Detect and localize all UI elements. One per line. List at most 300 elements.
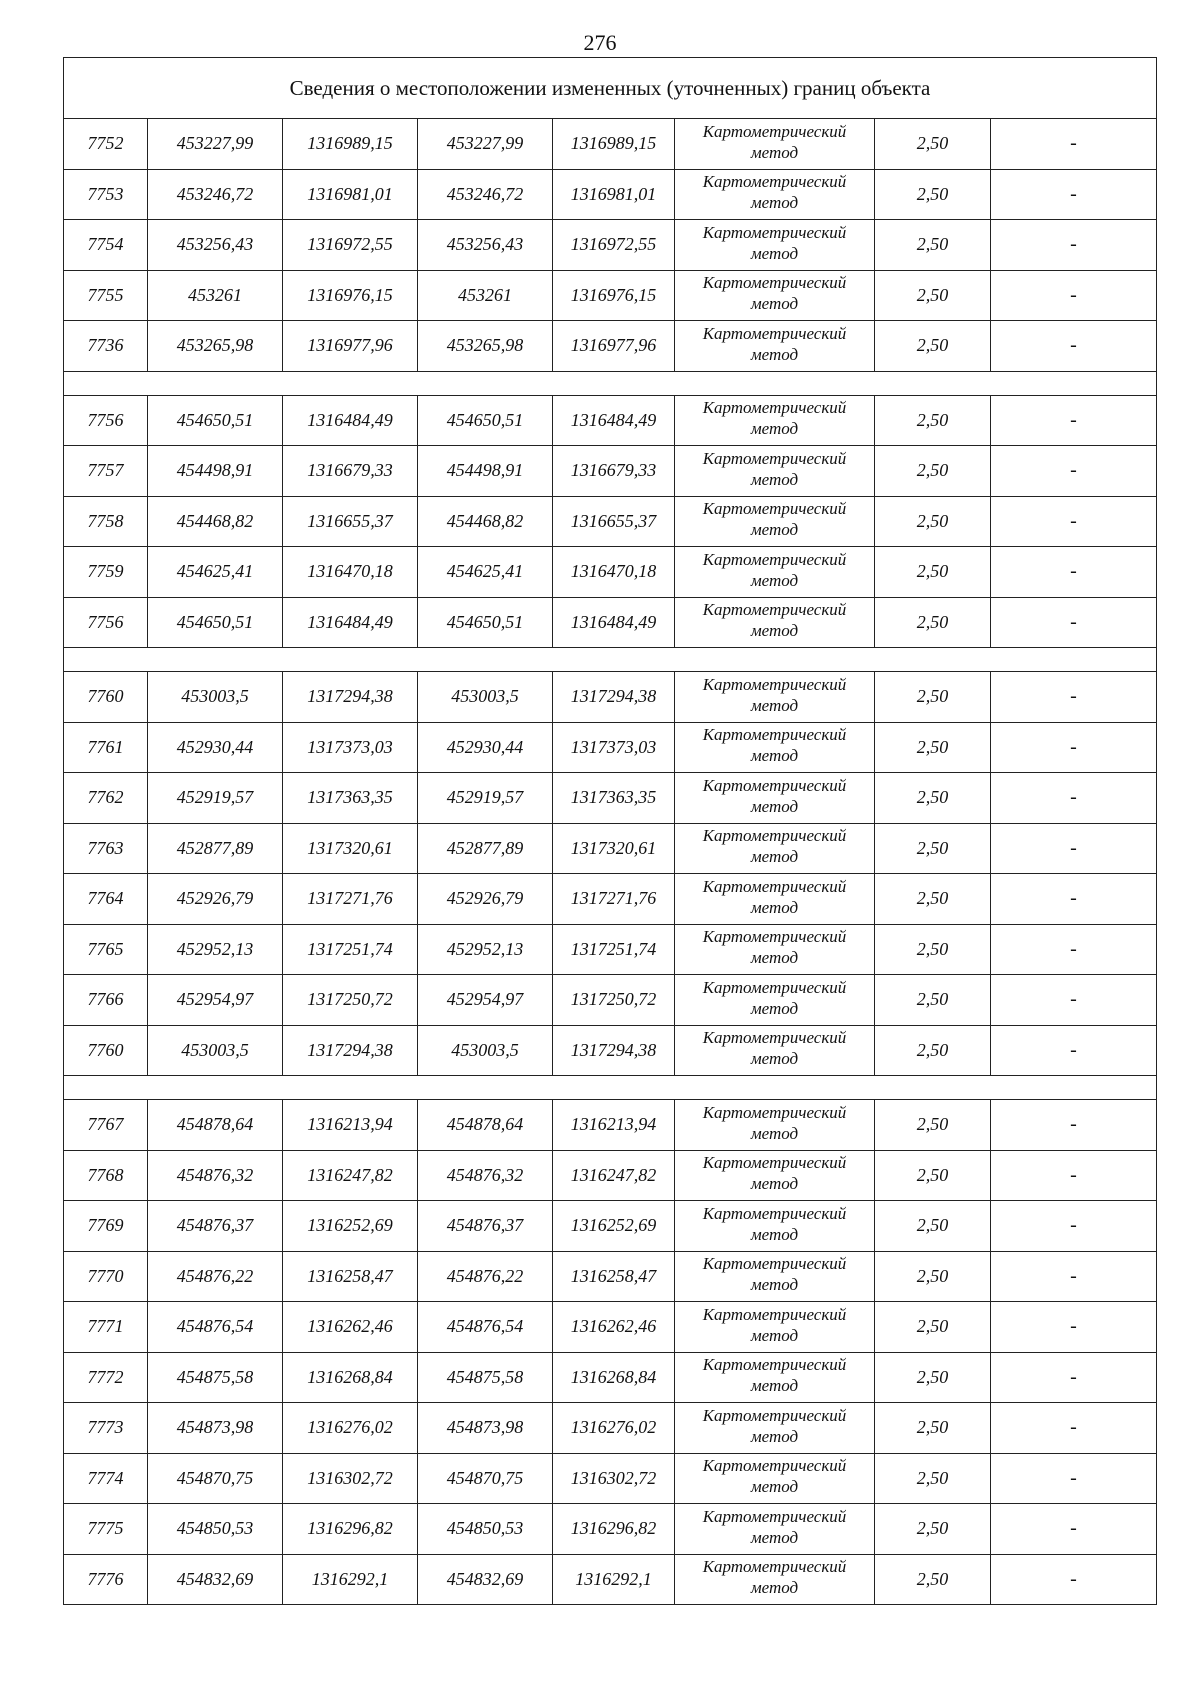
description-cell: -: [991, 547, 1157, 598]
y-new-cell: 1316484,49: [553, 395, 675, 446]
x-new-cell: 452930,44: [418, 722, 553, 773]
accuracy-cell: 2,50: [875, 722, 991, 773]
method-line-2: метод: [750, 344, 799, 364]
x-new-cell: 454876,22: [418, 1251, 553, 1302]
point-number-cell: 7771: [64, 1302, 148, 1353]
point-number-cell: 7753: [64, 169, 148, 220]
y-existing-cell: 1316989,15: [283, 119, 418, 170]
point-number-cell: 7770: [64, 1251, 148, 1302]
point-number-cell: 7774: [64, 1453, 148, 1504]
description-cell: -: [991, 496, 1157, 547]
description-cell: -: [991, 1504, 1157, 1555]
method-cell: [675, 270, 875, 321]
y-existing-cell: 1317320,61: [283, 823, 418, 874]
x-existing-cell: 454876,37: [148, 1201, 283, 1252]
table-row: [64, 446, 1157, 497]
accuracy-cell: 2,50: [875, 773, 991, 824]
y-new-cell: 1316989,15: [553, 119, 675, 170]
y-existing-cell: 1316976,15: [283, 270, 418, 321]
method-line-1: Картометрический: [702, 1153, 847, 1173]
point-number-cell: 7762: [64, 773, 148, 824]
method-line-1: Картометрический: [702, 1506, 847, 1526]
x-new-cell: 454876,37: [418, 1201, 553, 1252]
method-cell: [675, 773, 875, 824]
page-number: 276: [583, 30, 617, 55]
method-line-2: метод: [750, 520, 799, 540]
method-cell: [675, 1352, 875, 1403]
table-row: [64, 1554, 1157, 1605]
point-number-cell: 7756: [64, 395, 148, 446]
method-cell: [675, 1100, 875, 1151]
method-line-1: Картометрический: [702, 977, 847, 997]
y-new-cell: 1316252,69: [553, 1201, 675, 1252]
table-row: [64, 220, 1157, 271]
group-separator-cell: [64, 648, 1157, 672]
table-row: [64, 1025, 1157, 1076]
point-number-cell: 7757: [64, 446, 148, 497]
accuracy-cell: 2,50: [875, 1453, 991, 1504]
x-new-cell: 452952,13: [418, 924, 553, 975]
table-row: [64, 1352, 1157, 1403]
method-line-1: Картометрический: [702, 448, 847, 468]
y-existing-cell: 1317251,74: [283, 924, 418, 975]
x-new-cell: 453265,98: [418, 321, 553, 372]
x-existing-cell: 453256,43: [148, 220, 283, 271]
method-cell: [675, 446, 875, 497]
x-new-cell: 452954,97: [418, 975, 553, 1026]
method-line-1: Картометрический: [702, 398, 847, 418]
y-new-cell: 1316268,84: [553, 1352, 675, 1403]
accuracy-cell: 2,50: [875, 823, 991, 874]
y-new-cell: 1316977,96: [553, 321, 675, 372]
method-line-2: метод: [750, 570, 799, 590]
y-existing-cell: 1317294,38: [283, 672, 418, 723]
description-cell: -: [991, 321, 1157, 372]
accuracy-cell: 2,50: [875, 1554, 991, 1605]
method-line-2: метод: [750, 1049, 799, 1069]
method-line-1: Картометрический: [702, 1304, 847, 1324]
x-new-cell: 453003,5: [418, 1025, 553, 1076]
group-separator-row: [64, 1076, 1157, 1100]
group-separator-row: [64, 371, 1157, 395]
x-new-cell: 452919,57: [418, 773, 553, 824]
y-existing-cell: 1316679,33: [283, 446, 418, 497]
method-cell: [675, 547, 875, 598]
method-line-2: метод: [750, 1578, 799, 1598]
description-cell: -: [991, 1554, 1157, 1605]
y-existing-cell: 1316470,18: [283, 547, 418, 598]
y-existing-cell: 1316292,1: [283, 1554, 418, 1605]
x-new-cell: 452926,79: [418, 874, 553, 925]
method-line-2: метод: [750, 1527, 799, 1547]
x-existing-cell: 454873,98: [148, 1403, 283, 1454]
method-line-1: Картометрический: [702, 826, 847, 846]
point-number-cell: 7760: [64, 672, 148, 723]
method-line-1: Картометрический: [702, 499, 847, 519]
method-cell: [675, 597, 875, 648]
accuracy-cell: 2,50: [875, 1251, 991, 1302]
x-existing-cell: 453261: [148, 270, 283, 321]
accuracy-cell: 2,50: [875, 220, 991, 271]
method-line-2: метод: [750, 746, 799, 766]
table-row: [64, 119, 1157, 170]
x-existing-cell: 452954,97: [148, 975, 283, 1026]
point-number-cell: 7772: [64, 1352, 148, 1403]
method-line-1: Картометрический: [702, 172, 847, 192]
x-existing-cell: 454876,22: [148, 1251, 283, 1302]
table-row: [64, 823, 1157, 874]
y-new-cell: 1316262,46: [553, 1302, 675, 1353]
accuracy-cell: 2,50: [875, 1025, 991, 1076]
method-line-2: метод: [750, 1123, 799, 1143]
y-existing-cell: 1317373,03: [283, 722, 418, 773]
method-line-2: метод: [750, 294, 799, 314]
y-existing-cell: 1316262,46: [283, 1302, 418, 1353]
x-new-cell: 453256,43: [418, 220, 553, 271]
method-cell: [675, 496, 875, 547]
x-existing-cell: 452877,89: [148, 823, 283, 874]
table-row: [64, 975, 1157, 1026]
y-new-cell: 1316470,18: [553, 547, 675, 598]
method-line-1: Картометрический: [702, 1102, 847, 1122]
method-cell: [675, 1251, 875, 1302]
y-new-cell: 1316655,37: [553, 496, 675, 547]
method-line-1: Картометрический: [702, 600, 847, 620]
description-cell: -: [991, 773, 1157, 824]
accuracy-cell: 2,50: [875, 874, 991, 925]
method-line-1: Картометрический: [702, 1203, 847, 1223]
method-line-2: метод: [750, 469, 799, 489]
point-number-cell: 7754: [64, 220, 148, 271]
description-cell: -: [991, 1403, 1157, 1454]
x-existing-cell: 454878,64: [148, 1100, 283, 1151]
method-line-1: Картометрический: [702, 674, 847, 694]
method-line-2: метод: [750, 998, 799, 1018]
method-cell: [675, 924, 875, 975]
method-line-1: Картометрический: [702, 121, 847, 141]
table-row: [64, 1453, 1157, 1504]
description-cell: -: [991, 119, 1157, 170]
x-new-cell: 453261: [418, 270, 553, 321]
x-existing-cell: 452930,44: [148, 722, 283, 773]
x-new-cell: 454650,51: [418, 395, 553, 446]
table-row: [64, 1251, 1157, 1302]
accuracy-cell: 2,50: [875, 1504, 991, 1555]
point-number-cell: 7767: [64, 1100, 148, 1151]
x-new-cell: 453227,99: [418, 119, 553, 170]
method-line-1: Картометрический: [702, 1355, 847, 1375]
accuracy-cell: 2,50: [875, 1150, 991, 1201]
description-cell: -: [991, 1453, 1157, 1504]
y-new-cell: 1316972,55: [553, 220, 675, 271]
table-row: [64, 395, 1157, 446]
accuracy-cell: 2,50: [875, 597, 991, 648]
method-cell: [675, 169, 875, 220]
point-number-cell: 7760: [64, 1025, 148, 1076]
method-line-1: Картометрический: [702, 927, 847, 947]
description-cell: -: [991, 1150, 1157, 1201]
description-cell: -: [991, 975, 1157, 1026]
method-cell: [675, 874, 875, 925]
method-line-2: метод: [750, 243, 799, 263]
x-new-cell: 454468,82: [418, 496, 553, 547]
boundary-coordinates-table: [63, 57, 1157, 1605]
y-existing-cell: 1317363,35: [283, 773, 418, 824]
x-existing-cell: 453246,72: [148, 169, 283, 220]
point-number-cell: 7758: [64, 496, 148, 547]
table-row: [64, 1201, 1157, 1252]
table-row: [64, 773, 1157, 824]
table-row: [64, 597, 1157, 648]
method-line-2: метод: [750, 1426, 799, 1446]
x-existing-cell: 454870,75: [148, 1453, 283, 1504]
method-line-1: Картометрический: [702, 1405, 847, 1425]
method-line-2: метод: [750, 1325, 799, 1345]
y-existing-cell: 1317271,76: [283, 874, 418, 925]
y-existing-cell: 1316247,82: [283, 1150, 418, 1201]
group-separator-cell: [64, 1076, 1157, 1100]
point-number-cell: 7769: [64, 1201, 148, 1252]
description-cell: -: [991, 823, 1157, 874]
table-row: [64, 1150, 1157, 1201]
x-existing-cell: 454625,41: [148, 547, 283, 598]
accuracy-cell: 2,50: [875, 924, 991, 975]
accuracy-cell: 2,50: [875, 119, 991, 170]
description-cell: -: [991, 1352, 1157, 1403]
description-cell: -: [991, 395, 1157, 446]
x-existing-cell: 454876,32: [148, 1150, 283, 1201]
accuracy-cell: 2,50: [875, 1302, 991, 1353]
table-row: [64, 672, 1157, 723]
point-number-cell: 7768: [64, 1150, 148, 1201]
method-cell: [675, 823, 875, 874]
table-row: [64, 1504, 1157, 1555]
point-number-cell: 7773: [64, 1403, 148, 1454]
method-line-2: метод: [750, 897, 799, 917]
table-row: [64, 321, 1157, 372]
method-cell: [675, 672, 875, 723]
y-new-cell: 1317373,03: [553, 722, 675, 773]
method-line-1: Картометрический: [702, 1456, 847, 1476]
point-number-cell: 7765: [64, 924, 148, 975]
y-new-cell: 1316302,72: [553, 1453, 675, 1504]
accuracy-cell: 2,50: [875, 1352, 991, 1403]
y-new-cell: 1317251,74: [553, 924, 675, 975]
y-new-cell: 1316981,01: [553, 169, 675, 220]
point-number-cell: 7775: [64, 1504, 148, 1555]
description-cell: -: [991, 672, 1157, 723]
method-cell: [675, 1504, 875, 1555]
x-existing-cell: 452952,13: [148, 924, 283, 975]
method-line-2: метод: [750, 621, 799, 641]
method-line-2: метод: [750, 1275, 799, 1295]
y-new-cell: 1316976,15: [553, 270, 675, 321]
accuracy-cell: 2,50: [875, 1201, 991, 1252]
method-cell: [675, 1150, 875, 1201]
method-line-2: метод: [750, 1174, 799, 1194]
y-new-cell: 1316292,1: [553, 1554, 675, 1605]
y-new-cell: 1317320,61: [553, 823, 675, 874]
x-new-cell: 454875,58: [418, 1352, 553, 1403]
method-cell: [675, 1302, 875, 1353]
method-cell: [675, 1554, 875, 1605]
y-existing-cell: 1316258,47: [283, 1251, 418, 1302]
accuracy-cell: 2,50: [875, 270, 991, 321]
table-title: Сведения о местоположении измененных (уточненных) границ объекта: [64, 58, 1157, 119]
method-cell: [675, 722, 875, 773]
method-line-2: метод: [750, 193, 799, 213]
description-cell: -: [991, 270, 1157, 321]
x-new-cell: 454832,69: [418, 1554, 553, 1605]
point-number-cell: 7763: [64, 823, 148, 874]
x-new-cell: 454878,64: [418, 1100, 553, 1151]
method-cell: [675, 1025, 875, 1076]
method-cell: [675, 321, 875, 372]
x-existing-cell: 454468,82: [148, 496, 283, 547]
method-cell: [675, 1453, 875, 1504]
table-row: [64, 874, 1157, 925]
method-line-1: Картометрический: [702, 775, 847, 795]
x-new-cell: 454650,51: [418, 597, 553, 648]
y-new-cell: 1317294,38: [553, 672, 675, 723]
x-existing-cell: 453003,5: [148, 672, 283, 723]
method-line-2: метод: [750, 1477, 799, 1497]
y-new-cell: 1316276,02: [553, 1403, 675, 1454]
point-number-cell: 7776: [64, 1554, 148, 1605]
accuracy-cell: 2,50: [875, 672, 991, 723]
point-number-cell: 7756: [64, 597, 148, 648]
description-cell: -: [991, 169, 1157, 220]
y-existing-cell: 1316276,02: [283, 1403, 418, 1454]
y-new-cell: 1317250,72: [553, 975, 675, 1026]
method-cell: [675, 1403, 875, 1454]
y-existing-cell: 1316972,55: [283, 220, 418, 271]
point-number-cell: 7759: [64, 547, 148, 598]
point-number-cell: 7761: [64, 722, 148, 773]
table-row: [64, 496, 1157, 547]
accuracy-cell: 2,50: [875, 446, 991, 497]
y-existing-cell: 1316484,49: [283, 597, 418, 648]
y-new-cell: 1316213,94: [553, 1100, 675, 1151]
description-cell: -: [991, 220, 1157, 271]
y-existing-cell: 1316268,84: [283, 1352, 418, 1403]
accuracy-cell: 2,50: [875, 321, 991, 372]
y-existing-cell: 1316302,72: [283, 1453, 418, 1504]
x-existing-cell: 453265,98: [148, 321, 283, 372]
y-new-cell: 1316247,82: [553, 1150, 675, 1201]
table-row: [64, 270, 1157, 321]
method-line-2: метод: [750, 948, 799, 968]
y-new-cell: 1316296,82: [553, 1504, 675, 1555]
x-new-cell: 454850,53: [418, 1504, 553, 1555]
y-existing-cell: 1316655,37: [283, 496, 418, 547]
y-new-cell: 1316679,33: [553, 446, 675, 497]
y-existing-cell: 1316981,01: [283, 169, 418, 220]
point-number-cell: 7752: [64, 119, 148, 170]
y-existing-cell: 1316252,69: [283, 1201, 418, 1252]
method-cell: [675, 1201, 875, 1252]
x-existing-cell: 454876,54: [148, 1302, 283, 1353]
method-cell: [675, 220, 875, 271]
y-existing-cell: 1317294,38: [283, 1025, 418, 1076]
point-number-cell: 7755: [64, 270, 148, 321]
method-line-1: Картометрический: [702, 1254, 847, 1274]
x-existing-cell: 454875,58: [148, 1352, 283, 1403]
method-cell: [675, 119, 875, 170]
accuracy-cell: 2,50: [875, 1403, 991, 1454]
accuracy-cell: 2,50: [875, 496, 991, 547]
point-number-cell: 7764: [64, 874, 148, 925]
description-cell: -: [991, 722, 1157, 773]
method-line-2: метод: [750, 847, 799, 867]
method-line-1: Картометрический: [702, 1028, 847, 1048]
table-row: [64, 547, 1157, 598]
description-cell: -: [991, 1100, 1157, 1151]
y-new-cell: 1317271,76: [553, 874, 675, 925]
accuracy-cell: 2,50: [875, 395, 991, 446]
y-new-cell: 1316484,49: [553, 597, 675, 648]
method-line-2: метод: [750, 419, 799, 439]
description-cell: -: [991, 446, 1157, 497]
description-cell: -: [991, 924, 1157, 975]
table-row: [64, 1302, 1157, 1353]
y-existing-cell: 1316213,94: [283, 1100, 418, 1151]
group-separator-cell: [64, 371, 1157, 395]
y-existing-cell: 1316977,96: [283, 321, 418, 372]
group-separator-row: [64, 648, 1157, 672]
method-cell: [675, 395, 875, 446]
method-line-2: метод: [750, 142, 799, 162]
x-new-cell: 454876,54: [418, 1302, 553, 1353]
x-existing-cell: 454832,69: [148, 1554, 283, 1605]
table-row: [64, 1403, 1157, 1454]
method-line-1: Картометрический: [702, 273, 847, 293]
x-new-cell: 453003,5: [418, 672, 553, 723]
method-line-1: Картометрический: [702, 549, 847, 569]
accuracy-cell: 2,50: [875, 169, 991, 220]
x-existing-cell: 453003,5: [148, 1025, 283, 1076]
y-existing-cell: 1317250,72: [283, 975, 418, 1026]
y-new-cell: 1316258,47: [553, 1251, 675, 1302]
x-existing-cell: 454498,91: [148, 446, 283, 497]
description-cell: -: [991, 1302, 1157, 1353]
x-new-cell: 454873,98: [418, 1403, 553, 1454]
method-line-2: метод: [750, 796, 799, 816]
description-cell: -: [991, 1025, 1157, 1076]
method-line-1: Картометрический: [702, 1557, 847, 1577]
x-new-cell: 454870,75: [418, 1453, 553, 1504]
description-cell: -: [991, 1201, 1157, 1252]
x-existing-cell: 454650,51: [148, 395, 283, 446]
x-existing-cell: 453227,99: [148, 119, 283, 170]
description-cell: -: [991, 1251, 1157, 1302]
accuracy-cell: 2,50: [875, 975, 991, 1026]
y-existing-cell: 1316296,82: [283, 1504, 418, 1555]
method-cell: [675, 975, 875, 1026]
x-new-cell: 454498,91: [418, 446, 553, 497]
point-number-cell: 7766: [64, 975, 148, 1026]
method-line-1: Картометрический: [702, 323, 847, 343]
table-row: [64, 1100, 1157, 1151]
method-line-2: метод: [750, 1376, 799, 1396]
table-row: [64, 169, 1157, 220]
point-number-cell: 7736: [64, 321, 148, 372]
accuracy-cell: 2,50: [875, 547, 991, 598]
x-existing-cell: 454650,51: [148, 597, 283, 648]
y-existing-cell: 1316484,49: [283, 395, 418, 446]
x-existing-cell: 452919,57: [148, 773, 283, 824]
method-line-2: метод: [750, 1224, 799, 1244]
